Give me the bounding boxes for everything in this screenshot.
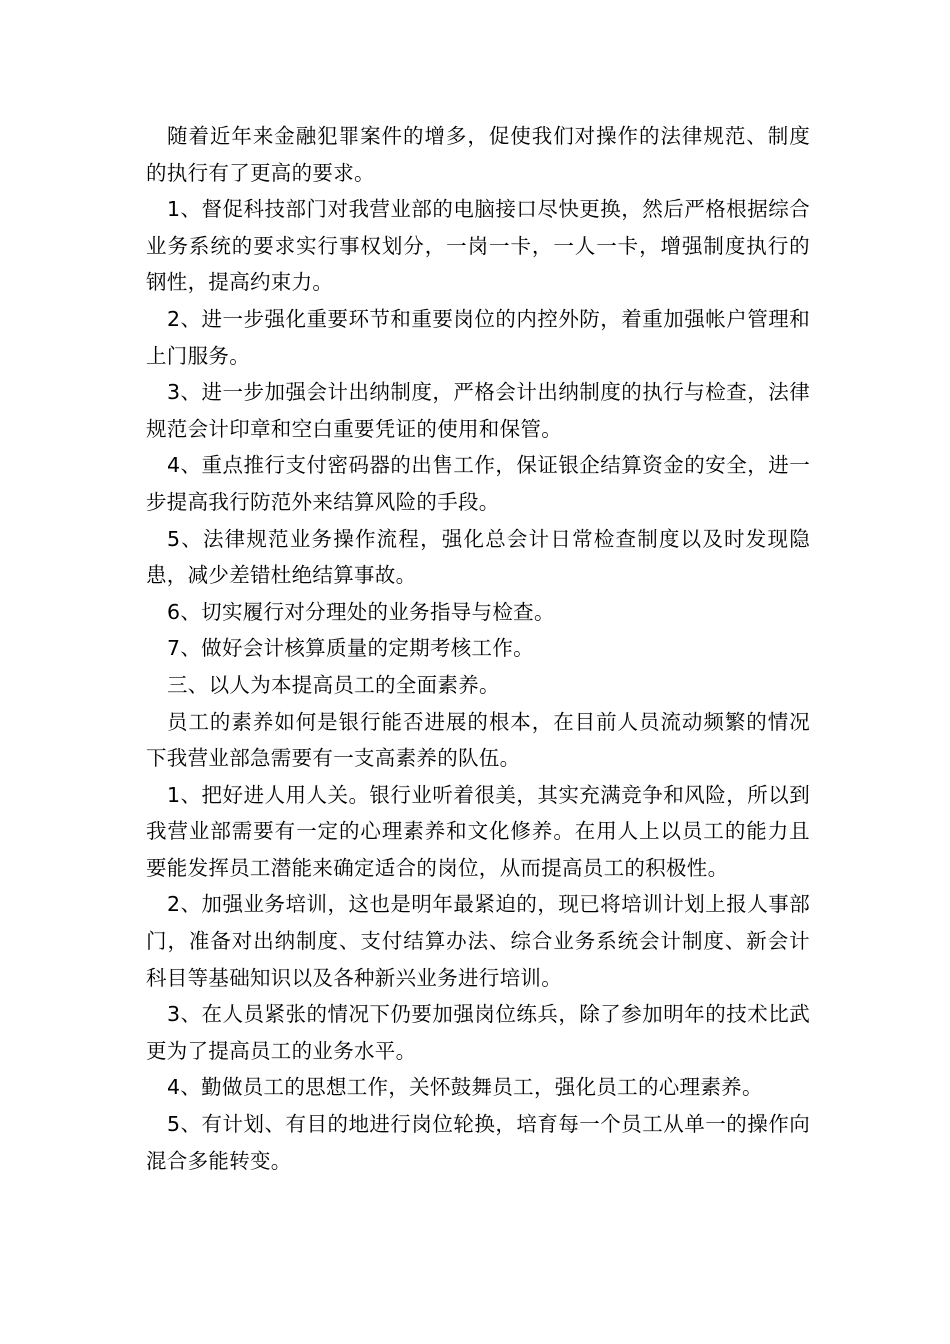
paragraph-intro: 随着近年来金融犯罪案件的增多，促使我们对操作的法律规范、制度的执行有了更高的要求。 [146, 124, 810, 185]
paragraph-section-intro: 员工的素养如何是银行能否进展的根本，在目前人员流动频繁的情况下我营业部急需要有一支高素养的队伍。 [146, 709, 810, 771]
paragraph-staff-5: 5、有计划、有目的地进行岗位轮换，培育每一个员工从单一的操作向混合多能转变。 [146, 1112, 810, 1173]
paragraph-item-6: 6、切实履行对分理处的业务指导与检查。 [167, 599, 555, 624]
document-body [146, 118, 810, 1179]
section-heading-3: 三、以人为本提高员工的全面素养。 [167, 672, 500, 697]
paragraph-staff-1: 1、把好进人用人关。银行业听着很美，其实充满竞争和风险，所以到我营业部需要有一定的心理素养和文化修养。在用人上以员工的能力且要能发挥员工潜能来确定适合的岗位，从而提高员工的积极性。 [146, 782, 810, 880]
paragraph-item-3: 3、进一步加强会计出纳制度，严格会计出纳制度的执行与检查，法律规范会计印章和空白重要凭证的使用和保管。 [146, 380, 810, 441]
paragraph-item-7: 7、做好会计核算质量的定期考核工作。 [167, 636, 534, 661]
paragraph-item-5: 5、法律规范业务操作流程，强化总会计日常检查制度以及时发现隐患，减少差错杜绝结算事故。 [146, 526, 810, 588]
paragraph-item-4: 4、重点推行支付密码器的出售工作，保证银企结算资金的安全，进一步提高我行防范外来结算风险的手段。 [146, 453, 810, 514]
paragraph-staff-4: 4、勤做员工的思想工作，关怀鼓舞员工，强化员工的心理素养。 [167, 1075, 763, 1100]
paragraph-item-1: 1、督促科技部门对我营业部的电脑接口尽快更换，然后严格根据综合业务系统的要求实行事权划分，一岗一卡，一人一卡，增强制度执行的钢性，提高约束力。 [146, 197, 810, 295]
paragraph-staff-3: 3、在人员紧张的情况下仍要加强岗位练兵，除了参加明年的技术比武更为了提高员工的业务水平。 [146, 1002, 810, 1063]
paragraph-item-2: 2、进一步强化重要环节和重要岗位的内控外防，着重加强帐户管理和上门服务。 [146, 306, 810, 368]
paragraph-staff-2: 2、加强业务培训，这也是明年最紧迫的，现已将培训计划上报人事部门，准备对出纳制度、支付结算办法、综合业务系统会计制度、新会计科目等基础知识以及各种新兴业务进行培训。 [146, 892, 810, 990]
